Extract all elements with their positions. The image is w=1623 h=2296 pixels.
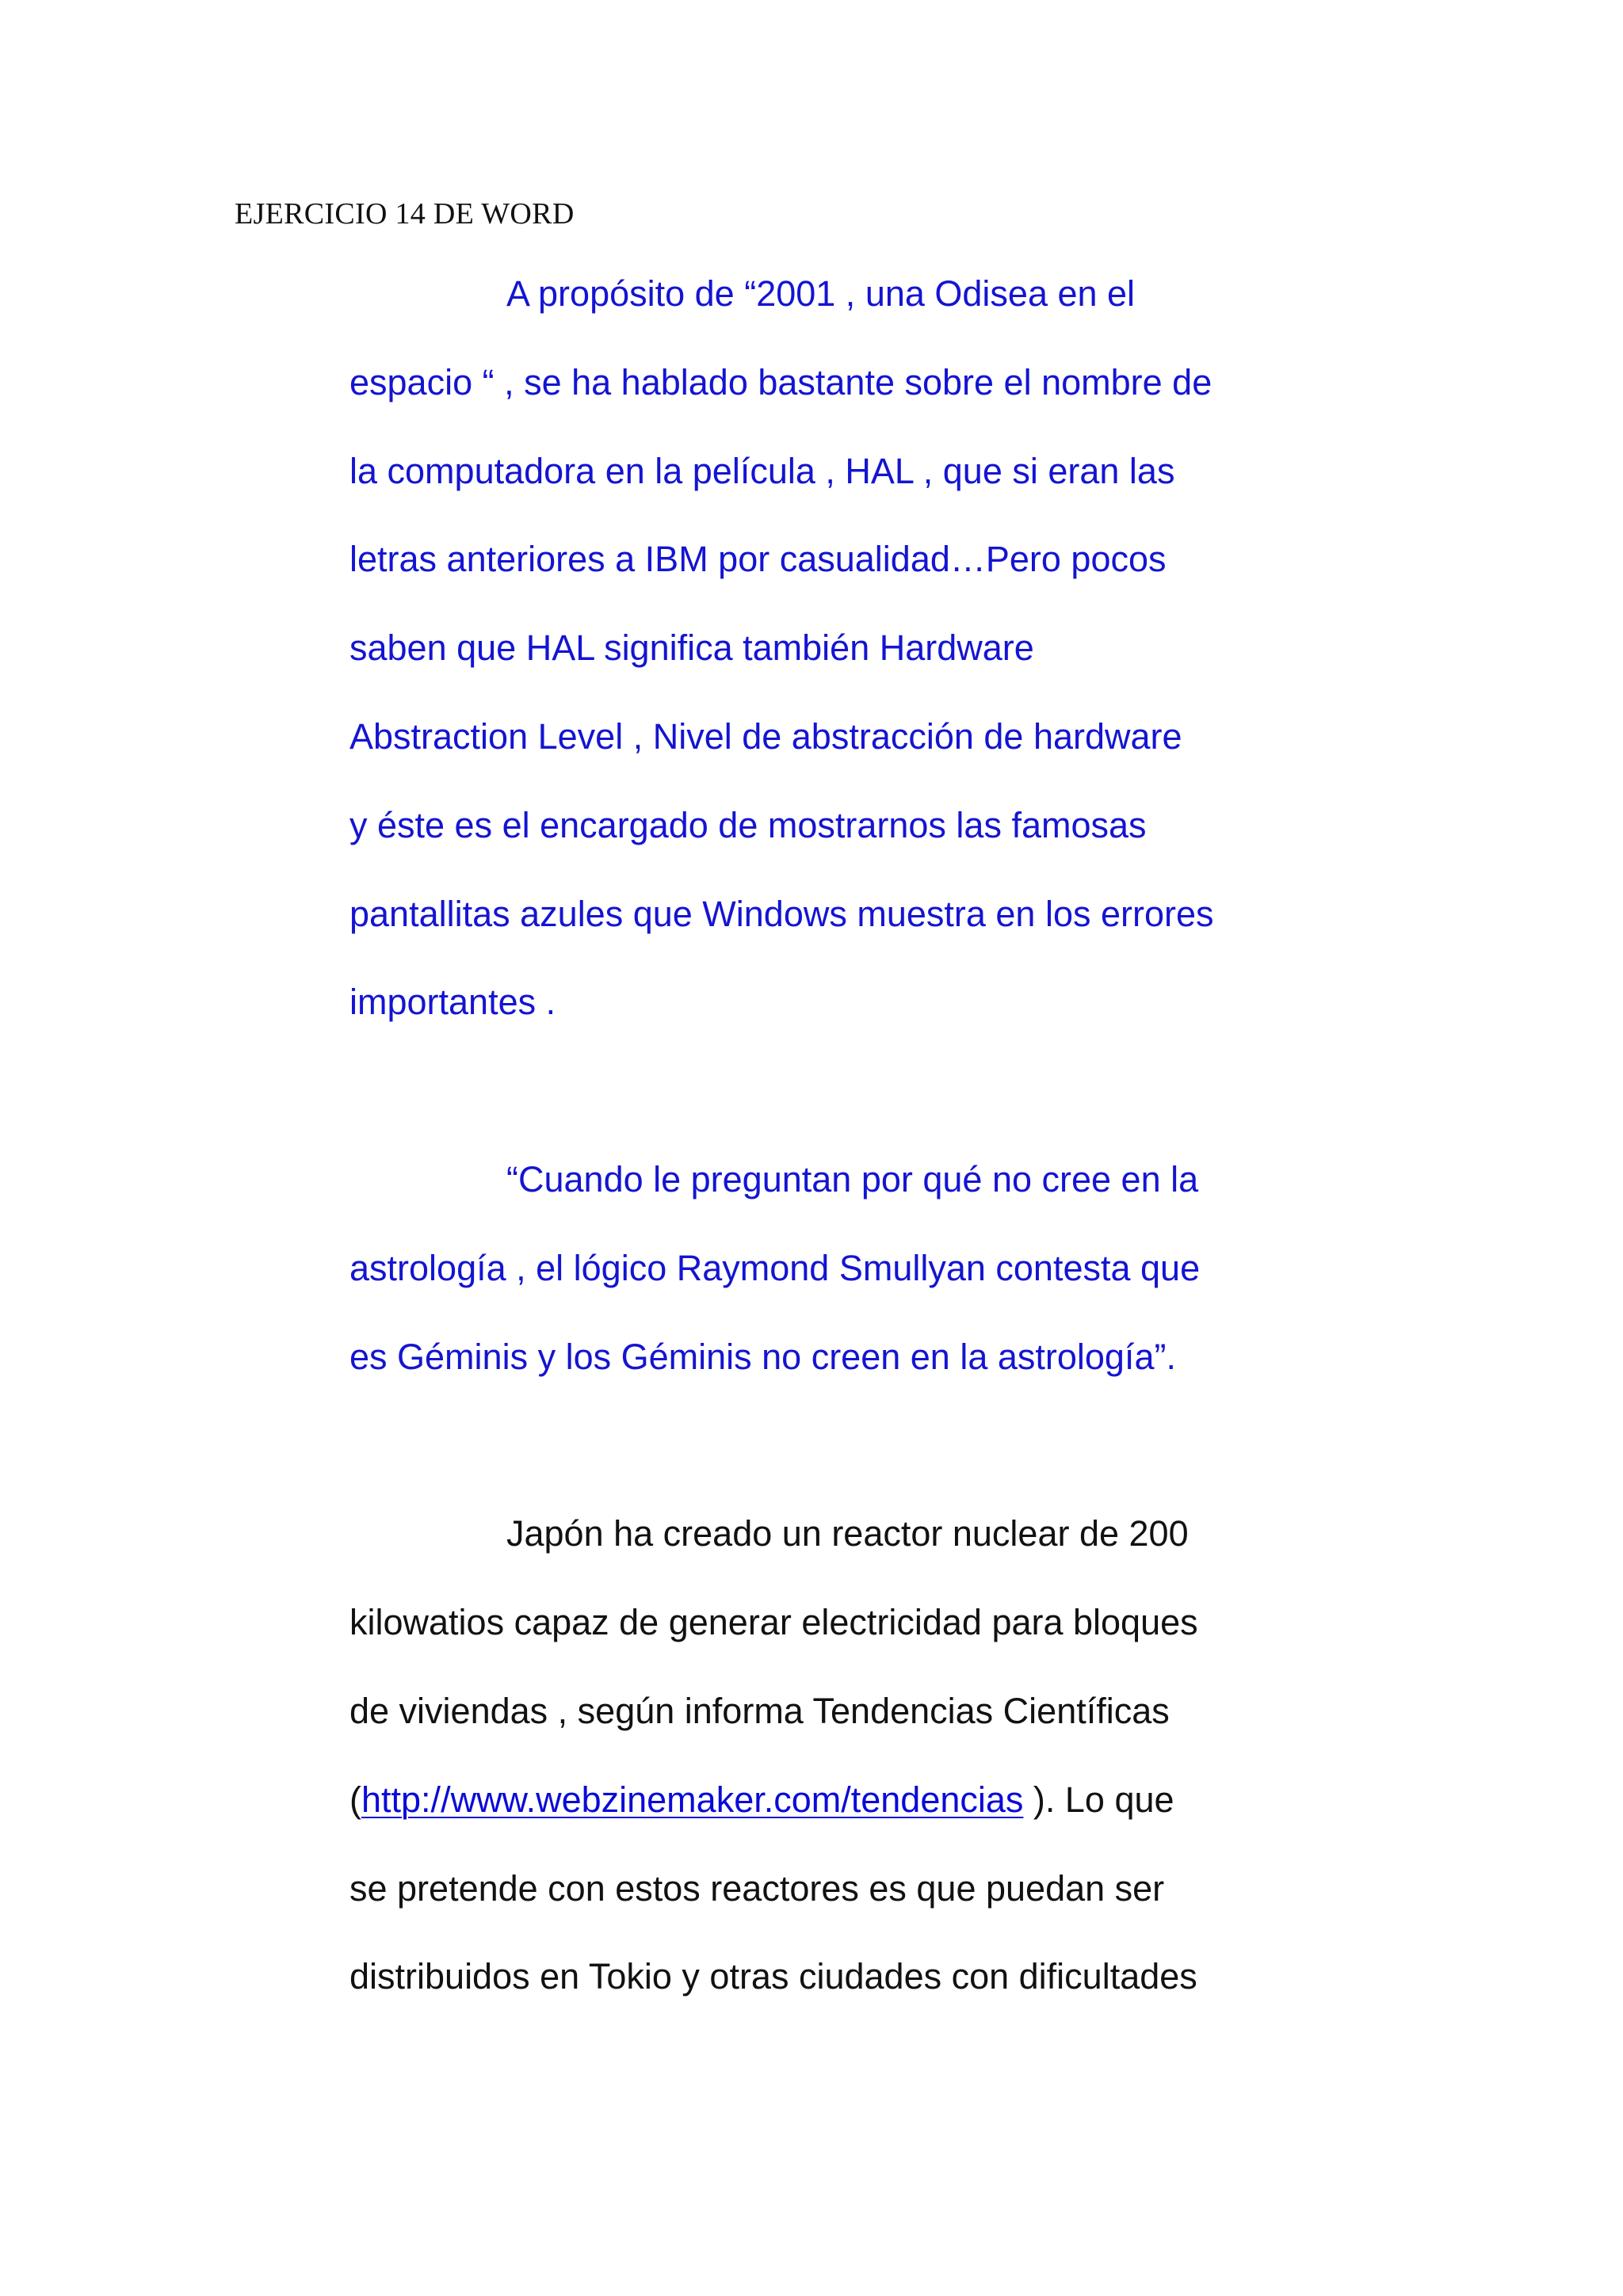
paragraph-1-line: y éste es el encargado de mostrarnos las famosas: [349, 805, 1147, 845]
paragraph-3-link-line: [349, 1776, 1174, 1824]
paragraph-1-line: Abstraction Level , Nivel de abstracción de hardware: [349, 716, 1182, 757]
paragraph-1-line: letras anteriores a IBM por casualidad…Pero pocos: [349, 539, 1167, 579]
document-title: EJERCICIO 14 DE WORD: [235, 197, 575, 231]
paragraph-3-line: se pretende con estos reactores es que puedan ser: [349, 1868, 1165, 1909]
paragraph-1-line: importantes .: [349, 982, 556, 1022]
paragraph-3-line: Japón ha creado un reactor nuclear de 200: [506, 1513, 1189, 1554]
paragraph-2-line: astrología , el lógico Raymond Smullyan contesta que: [349, 1248, 1201, 1288]
paragraph-1-line: saben que HAL significa también Hardware: [349, 627, 1034, 668]
paragraph-1-line: A propósito de “2001 , una Odisea en el: [506, 273, 1136, 314]
paragraph-2-line: es Géminis y los Géminis no creen en la astrología”.: [349, 1337, 1176, 1377]
paragraph-2-line: “Cuando le preguntan por qué no cree en la: [506, 1159, 1199, 1199]
link-suffix: ). Lo que: [1023, 1779, 1174, 1820]
paragraph-1-line: pantallitas azules que Windows muestra en los errores: [349, 894, 1214, 934]
paragraph-3-line: de viviendas , según informa Tendencias Científicas: [349, 1691, 1170, 1731]
link-prefix: (: [349, 1779, 361, 1820]
paragraph-3-line: distribuidos en Tokio y otras ciudades con dificultades: [349, 1956, 1197, 1997]
tendencias-link[interactable]: http://www.webzinemaker.com/tendencias: [361, 1779, 1024, 1820]
paragraph-3-line: kilowatios capaz de generar electricidad para bloques: [349, 1602, 1198, 1642]
paragraph-1-line: la computadora en la película , HAL , que si eran las: [349, 451, 1175, 491]
paragraph-1-line: espacio “ , se ha hablado bastante sobre el nombre de: [349, 362, 1212, 402]
